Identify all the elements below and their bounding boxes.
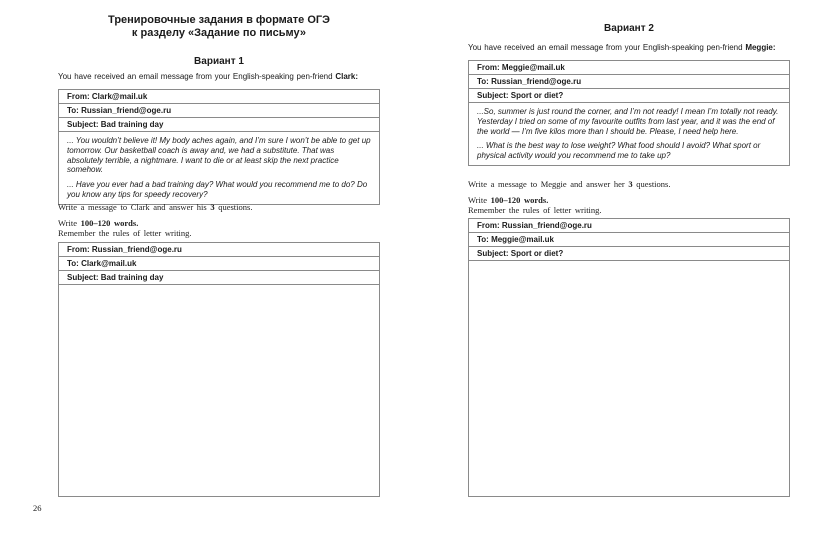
email-to-row: To: Russian_friend@oge.ru (469, 75, 789, 89)
incoming-email-box (58, 89, 380, 205)
book-section-title-line1: Тренировочные задания в формате ОГЭ (108, 14, 330, 26)
task-question-count: 3 (210, 202, 215, 212)
variant-1-intro (58, 72, 380, 82)
email-body-paragraph: ... What is the best way to lose weight? What food should I avoid? What sport or physical activity would you recommend me to take up? (477, 141, 761, 161)
task-instruction-text: Write a message to Meggie and answer her (468, 179, 629, 189)
reply-to-row: To: Clark@mail.uk (59, 257, 379, 271)
intro-text: You have received an email message from your English-speaking pen-friend (468, 43, 746, 52)
task-instruction-text-end: questions. (214, 202, 253, 212)
variant-2-title: Вариант 2 (604, 23, 654, 34)
book-section-title-line2: к разделу «Задание по письму» (131, 27, 307, 39)
variant-2-intro (468, 43, 790, 53)
page-number: 26 (33, 503, 42, 513)
word-count-value: 100–120 words. (80, 218, 139, 228)
email-body (469, 103, 789, 165)
email-body-paragraph: ... Have you ever had a bad training day? What would you recommend me to do? Do you know any tips for speedy recovery? (67, 180, 368, 199)
email-from-row: From: Clark@mail.uk (59, 90, 379, 104)
pen-friend-name: Meggie: (745, 43, 776, 52)
intro-text: You have received an email message from your English-speaking pen-friend (58, 72, 336, 81)
rules-instruction: Remember the rules of letter writing. (468, 205, 602, 215)
word-count-instruction (468, 195, 790, 205)
reply-email-box (58, 242, 380, 497)
reply-writing-area (469, 261, 789, 496)
task-instruction (468, 179, 790, 189)
word-count-value: 100–120 words. (490, 195, 549, 205)
email-body-paragraph: ...So, summer is just round the corner, and I’m not ready! I mean I’m totally not ready. Yesterday I tried on some of my favourite outfits from last year, and it was the end of the world — I’m five kilos more than I should be. Please, I need help here. (477, 107, 779, 136)
reply-from-row: From: Russian_friend@oge.ru (59, 243, 379, 257)
task-question-count: 3 (628, 179, 633, 189)
reply-email-box (468, 218, 790, 497)
word-count-text: Write (468, 195, 491, 205)
reply-subject-row: Subject: Bad training day (59, 271, 379, 285)
word-count-instruction (58, 218, 380, 228)
pen-friend-name: Clark: (335, 72, 358, 81)
variant-1-title: Вариант 1 (194, 56, 244, 67)
reply-subject-row: Subject: Sport or diet? (469, 247, 789, 261)
word-count-text: Write (58, 218, 81, 228)
task-instruction (58, 202, 380, 212)
email-subject-row: Subject: Bad training day (59, 118, 379, 132)
email-body (59, 132, 379, 204)
email-to-row: To: Russian_friend@oge.ru (59, 104, 379, 118)
book-section-title (58, 14, 380, 40)
reply-from-row: From: Russian_friend@oge.ru (469, 219, 789, 233)
reply-to-row: To: Meggie@mail.uk (469, 233, 789, 247)
incoming-email-box (468, 60, 790, 166)
email-subject-row: Subject: Sport or diet? (469, 89, 789, 103)
task-instruction-text: Write a message to Clark and answer his (58, 202, 211, 212)
email-body-paragraph: ... You wouldn’t believe it! My body aches again, and I’m sure I won’t be able to get up tomorrow. Our basketball coach is away and, we had a substitute. That was absolutely terrible, a nightmare. I want to die or at least skip the next practice somehow. (67, 136, 371, 175)
reply-writing-area (59, 285, 379, 496)
rules-instruction: Remember the rules of letter writing. (58, 228, 192, 238)
email-from-row: From: Meggie@mail.uk (469, 61, 789, 75)
task-instruction-text-end: questions. (632, 179, 671, 189)
